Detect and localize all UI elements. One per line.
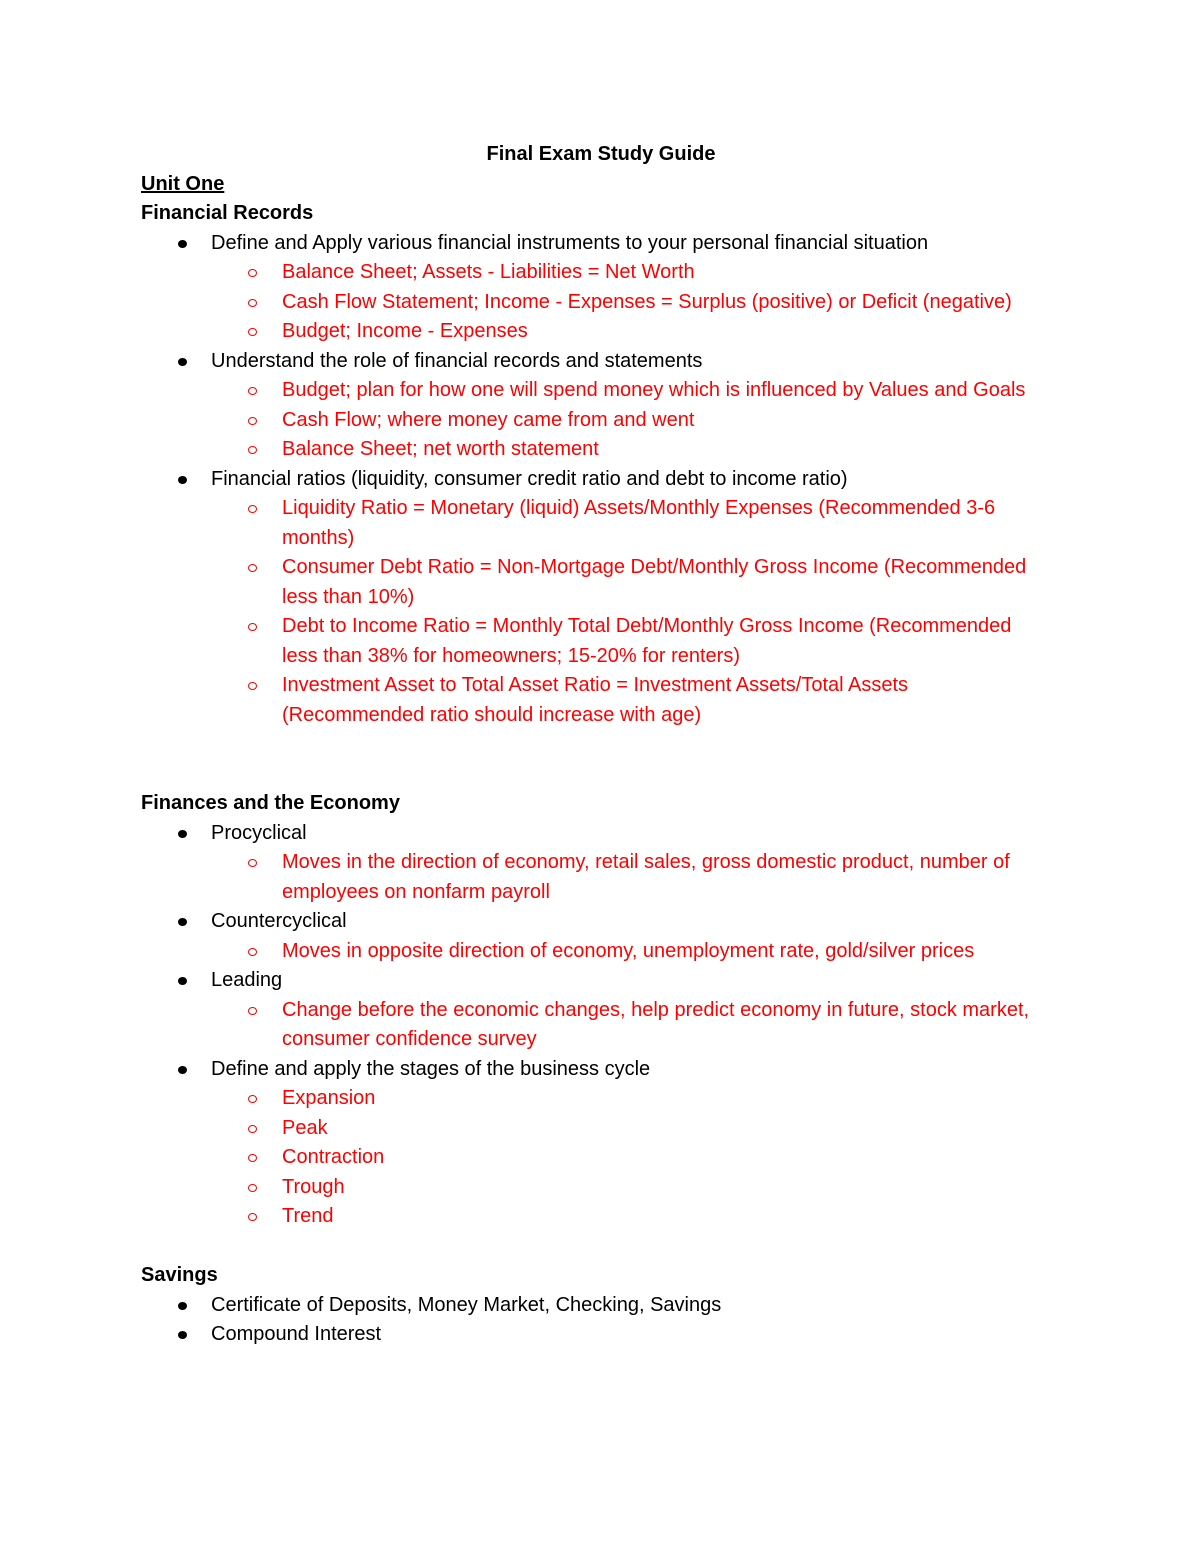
- bullet-text: Countercyclical: [211, 910, 347, 932]
- hollow-circle-icon: [248, 1007, 257, 1015]
- section-financial-records: [141, 199, 1061, 730]
- sub-bullet-item: [211, 848, 1061, 907]
- hollow-circle-icon: [248, 328, 257, 336]
- bullet-list: [141, 819, 1061, 1232]
- bullet-text: Financial ratios (liquidity, consumer credit ratio and debt to income ratio): [211, 467, 848, 490]
- sub-bullet-list: [211, 937, 1061, 967]
- hollow-circle-icon: [248, 1095, 257, 1103]
- sub-bullet-text: Balance Sheet; net worth statement: [282, 438, 599, 460]
- bullet-dot-icon: [178, 240, 187, 248]
- hollow-circle-icon: [248, 948, 257, 956]
- bullet-item: [141, 1055, 1061, 1232]
- hollow-circle-icon: [248, 269, 257, 277]
- sub-bullet-item: [211, 258, 1061, 288]
- sub-bullet-text: Moves in opposite direction of economy, unemployment rate, gold/silver prices: [282, 939, 975, 962]
- bullet-item: [141, 229, 1061, 347]
- bullet-item: [141, 1320, 1061, 1350]
- unit-heading: Unit One: [141, 172, 225, 195]
- sub-bullet-item: [211, 1143, 1061, 1173]
- sub-bullet-item: [211, 288, 1061, 318]
- bullet-dot-icon: [178, 476, 187, 484]
- bullet-dot-icon: [178, 1331, 187, 1339]
- section-heading: Financial Records: [141, 202, 314, 224]
- section-heading: Finances and the Economy: [141, 792, 400, 814]
- bullet-dot-icon: [178, 977, 187, 985]
- bullet-text: Understand the role of financial records and statements: [211, 349, 703, 372]
- hollow-circle-icon: [248, 564, 257, 572]
- sub-bullet-text: Balance Sheet; Assets - Liabilities = Net Worth: [282, 261, 695, 283]
- hollow-circle-icon: [248, 623, 257, 631]
- hollow-circle-icon: [248, 1213, 257, 1221]
- bullet-item: [141, 819, 1061, 908]
- section-finances-and-the-economy: [141, 789, 1061, 1232]
- sub-bullet-item: [211, 612, 1061, 671]
- hollow-circle-icon: [248, 1154, 257, 1162]
- bullet-text: Leading: [211, 969, 283, 991]
- document-content: [141, 140, 1061, 1350]
- bullet-dot-icon: [178, 830, 187, 838]
- sub-bullet-list: [211, 848, 1061, 907]
- sub-bullet-item: [211, 996, 1061, 1055]
- bullet-dot-icon: [178, 918, 187, 926]
- hollow-circle-icon: [248, 417, 257, 425]
- sub-bullet-text: Cash Flow Statement; Income - Expenses = Surplus (positive) or Deficit (negative): [282, 290, 1012, 313]
- sub-bullet-text: Peak: [282, 1116, 328, 1139]
- sub-bullet-item: [211, 553, 1061, 612]
- sub-bullet-text: Moves in the direction of economy, retail sales, gross domestic product, number of employees on nonfarm payroll: [282, 851, 1010, 903]
- bullet-text: Certificate of Deposits, Money Market, Checking, Savings: [211, 1293, 722, 1316]
- hollow-circle-icon: [248, 682, 257, 690]
- sub-bullet-text: Change before the economic changes, help predict economy in future, stock market, consumer confidence survey: [282, 998, 1030, 1050]
- sub-bullet-item: [211, 406, 1061, 436]
- sub-bullet-list: [211, 376, 1061, 465]
- sub-bullet-text: Contraction: [282, 1146, 385, 1168]
- bullet-item: [141, 966, 1061, 1055]
- hollow-circle-icon: [248, 1125, 257, 1133]
- sub-bullet-item: [211, 1084, 1061, 1114]
- bullet-dot-icon: [178, 358, 187, 366]
- bullet-dot-icon: [178, 1302, 187, 1310]
- sub-bullet-item: [211, 1202, 1061, 1232]
- bullet-text: Define and Apply various financial instruments to your personal financial situation: [211, 231, 929, 254]
- sub-bullet-item: [211, 1173, 1061, 1203]
- sections-container: [141, 199, 1061, 1350]
- sub-bullet-list: [211, 494, 1061, 730]
- hollow-circle-icon: [248, 387, 257, 395]
- sub-bullet-text: Cash Flow; where money came from and went: [282, 408, 695, 431]
- document-title: Final Exam Study Guide: [486, 143, 716, 165]
- sub-bullet-item: [211, 376, 1061, 406]
- hollow-circle-icon: [248, 446, 257, 454]
- sub-bullet-text: Budget; plan for how one will spend money which is influenced by Values and Goals: [282, 379, 1026, 401]
- sub-bullet-item: [211, 671, 1061, 730]
- hollow-circle-icon: [248, 1184, 257, 1192]
- sub-bullet-text: Debt to Income Ratio = Monthly Total Debt/Monthly Gross Income (Recommended less than 38% for homeowners; 15-20% for renters): [282, 615, 1012, 667]
- sub-bullet-text: Trend: [282, 1205, 334, 1227]
- bullet-item: [141, 465, 1061, 731]
- bullet-item: [141, 347, 1061, 465]
- bullet-list: [141, 229, 1061, 731]
- sub-bullet-text: Consumer Debt Ratio = Non-Mortgage Debt/Monthly Gross Income (Recommended less than 10%): [282, 556, 1027, 608]
- bullet-list: [141, 1291, 1061, 1350]
- bullet-text: Define and apply the stages of the business cycle: [211, 1057, 651, 1080]
- hollow-circle-icon: [248, 505, 257, 513]
- bullet-text: Compound Interest: [211, 1323, 382, 1345]
- sub-bullet-list: [211, 258, 1061, 347]
- bullet-text: Procyclical: [211, 821, 307, 844]
- sub-bullet-item: [211, 435, 1061, 465]
- sub-bullet-list: [211, 1084, 1061, 1232]
- bullet-item: [141, 1291, 1061, 1321]
- sub-bullet-item: [211, 317, 1061, 347]
- section-savings: [141, 1261, 1061, 1350]
- bullet-item: [141, 907, 1061, 966]
- sub-bullet-item: [211, 494, 1061, 553]
- hollow-circle-icon: [248, 299, 257, 307]
- sub-bullet-text: Investment Asset to Total Asset Ratio = Investment Assets/Total Assets (Recommended ratio should increase with age): [282, 674, 909, 726]
- sub-bullet-item: [211, 937, 1061, 967]
- sub-bullet-item: [211, 1114, 1061, 1144]
- sub-bullet-text: Expansion: [282, 1087, 376, 1109]
- sub-bullet-text: Liquidity Ratio = Monetary (liquid) Assets/Monthly Expenses (Recommended 3-6 months): [282, 497, 996, 549]
- bullet-dot-icon: [178, 1066, 187, 1074]
- sub-bullet-list: [211, 996, 1061, 1055]
- sub-bullet-text: Budget; Income - Expenses: [282, 320, 528, 342]
- sub-bullet-text: Trough: [282, 1175, 345, 1198]
- section-heading: Savings: [141, 1264, 218, 1286]
- hollow-circle-icon: [248, 859, 257, 867]
